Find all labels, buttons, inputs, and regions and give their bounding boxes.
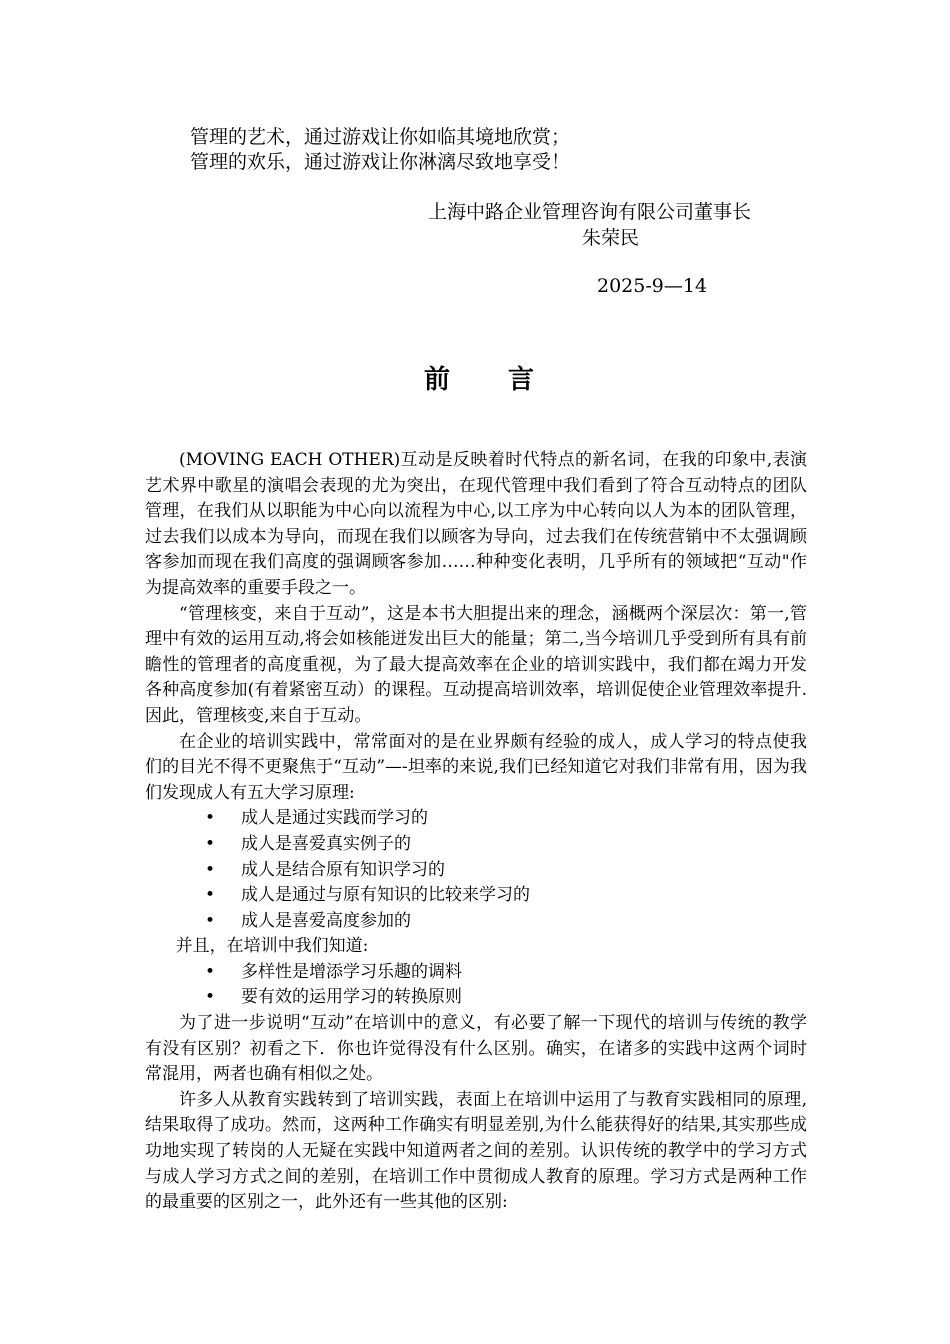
list-item: • 要有效的运用学习的转换原则 [145, 985, 807, 1011]
paragraph-differences: 许多人从教育实践转到了培训实践，表面上在培训中运用了与教育实践相同的原理,结果取得了成功。然而，这两种工作确实有明显差别,为什么能获得好的结果,其实那些成功地实现了转岗的人无疑在实践中知道两者之间的差别。认识传统的教学中的学习方式与成人学习方式之间的差别，在培训工作中贯彻成人教育的原理。学习方式是两种工作的最重要的区别之一，此外还有一些其他的区别: [145, 1089, 807, 1213]
list-item: • 多样性是增添学习乐趣的调料 [145, 960, 807, 986]
signature-org: 上海中路企业管理咨询有限公司董事长 [428, 201, 752, 223]
list-item: • 成人是结合原有知识学习的 [145, 858, 807, 884]
training-notes-list [145, 960, 807, 1011]
quote-line-1: 管理的艺术，通过游戏让你如临其境地欣赏； [190, 126, 571, 148]
paragraph-concept: “管理核变，来自于互动”，这是本书大胆提出来的理念，涵概两个深层次：第一,管理中有效的运用互动,将会如核能迸发出巨大的能量；第二,当今培训几乎受到所有具有前瞻性的管理者的高度重视，为了最大提高效率在企业的培训实践中，我们都在竭力开发各种高度参加(有着紧密互动）的课程。互动提高培训效率，培训促使企业管理效率提升.因此，管理核变,来自于互动。 [145, 603, 807, 726]
paragraph-adult-learning: 在企业的培训实践中，常常面对的是在业界颇有经验的成人，成人学习的特点使我们的目光不得不更聚焦于“互动”—-坦率的来说,我们已经知道它对我们非常有用，因为我们发现成人有五大学习原理: [145, 731, 807, 803]
quote-line-2: 管理的欢乐，通过游戏让你淋漓尽致地享受！ [190, 151, 571, 173]
preface-body [145, 448, 807, 1216]
list-item: • 成人是喜爱真实例子的 [145, 832, 807, 858]
principles-list [145, 806, 807, 934]
paragraph-intro: (MOVING EACH OTHER)互动是反映着时代特点的新名词，在我的印象中,表演艺术界中歌星的演唱会表现的尤为突出，在现代管理中我们看到了符合互动特点的团队管理，在我们从以职能为中心向以流程为中心,以工序为中心转向以人为本的团队管理，过去我们以成本为导向，而现在我们以顾客为导向，过去我们在传统营销中不太强调顾客参加而现在我们高度的强调顾客参加……种种变化表明，几乎所有的领域把“互动"作为提高效率的重要手段之一。 [145, 450, 807, 598]
list-item: • 成人是喜爱高度参加的 [145, 909, 807, 935]
page-title: 前 言 [424, 365, 537, 395]
paragraph-training-intro: 并且，在培训中我们知道: [175, 936, 369, 957]
signature-date: 2025-9—14 [597, 275, 708, 297]
paragraph-training-vs-teaching: 为了进一步说明“互动”在培训中的意义，有必要了解一下现代的培训与传统的教学有没有区别？初看之下．你也许觉得没有什么区别。确实，在诸多的实践中这两个词时常混用，两者也确有相似之处。 [145, 1013, 807, 1085]
signature-name: 朱荣民 [582, 227, 640, 249]
list-item: • 成人是通过与原有知识的比较来学习的 [145, 883, 807, 909]
list-item: • 成人是通过实践而学习的 [145, 806, 807, 832]
